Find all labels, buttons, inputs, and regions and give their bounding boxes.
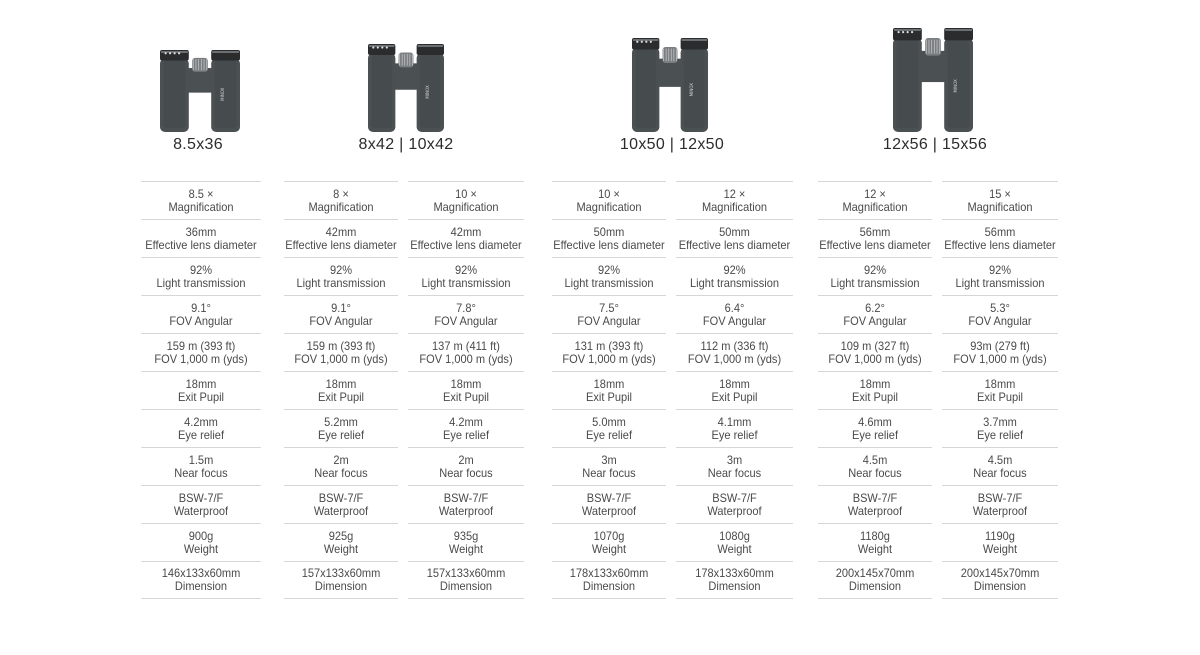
spec-value: 15 ×: [989, 186, 1011, 201]
spec-label: Magnification: [967, 199, 1033, 214]
spec-label: Near focus: [314, 465, 368, 480]
spec-cell: [552, 219, 666, 257]
spec-value: 12 ×: [864, 186, 886, 201]
binocular-10x50-image: [632, 38, 708, 132]
spec-column-8.5x36: [136, 181, 266, 599]
spec-label: Eye relief: [711, 427, 758, 442]
spec-column-12x56: [813, 181, 937, 599]
spec-label: Exit Pupil: [711, 389, 758, 404]
spec-value: 4.5m: [987, 452, 1013, 467]
spec-label: Exit Pupil: [851, 389, 899, 404]
spec-cell: [552, 523, 666, 561]
spec-cell: [284, 333, 398, 371]
spec-value: BSW-7/F: [977, 490, 1023, 505]
spec-label: FOV 1,000 m (yds): [562, 351, 656, 366]
spec-cell: [676, 371, 793, 409]
spec-value: 18mm: [325, 376, 357, 391]
spec-cell: [408, 561, 524, 599]
spec-column-10x50: [547, 181, 671, 599]
spec-label: Weight: [183, 541, 219, 556]
spec-cell: [141, 333, 261, 371]
spec-value: 925g: [328, 528, 354, 543]
spec-cell: [284, 523, 398, 561]
spec-label: Magnification: [168, 199, 234, 214]
spec-label: Exit Pupil: [177, 389, 225, 404]
spec-value: BSW-7/F: [712, 490, 757, 505]
spec-cell: [676, 523, 793, 561]
spec-cell: [676, 295, 793, 333]
spec-label: Light transmission: [421, 275, 511, 290]
spec-value: 18mm: [719, 376, 750, 391]
product-title-10x50-12x50: 10x50 | 12x50: [619, 136, 725, 153]
spec-label: Eye relief: [317, 427, 365, 442]
spec-value: 159 m (393 ft): [166, 338, 236, 353]
spec-cell: [552, 561, 666, 599]
spec-value: 4.2mm: [449, 414, 483, 429]
spec-cell: [942, 333, 1058, 371]
spec-label: Effective lens diameter: [410, 237, 522, 252]
spec-label: Weight: [982, 541, 1018, 556]
spec-value: 1180g: [860, 528, 890, 543]
spec-value: 92%: [329, 262, 353, 277]
spec-value: 159 m (393 ft): [306, 338, 376, 353]
spec-label: Exit Pupil: [585, 389, 633, 404]
product-title-12x56-15x56: 12x56 | 15x56: [882, 136, 988, 153]
spec-cell: [141, 371, 261, 409]
spec-value: BSW-7/F: [443, 490, 489, 505]
spec-cell: [408, 181, 524, 219]
spec-label: Near focus: [582, 465, 636, 480]
spec-label: FOV 1,000 m (yds): [419, 351, 513, 366]
spec-label: Weight: [591, 541, 627, 556]
spec-cell: [284, 371, 398, 409]
spec-label: FOV Angular: [434, 313, 498, 328]
spec-label: Light transmission: [296, 275, 386, 290]
spec-value: 18mm: [859, 376, 891, 391]
spec-label: Magnification: [701, 199, 768, 214]
spec-label: Waterproof: [972, 503, 1028, 518]
spec-label: Dimension: [708, 579, 761, 593]
spec-value: 935g: [453, 528, 479, 543]
spec-label: Weight: [717, 541, 752, 556]
spec-value: 56mm: [984, 224, 1016, 239]
spec-cell: [818, 181, 932, 219]
spec-label: FOV Angular: [309, 313, 373, 328]
spec-value: 42mm: [325, 224, 357, 239]
spec-label: Waterproof: [313, 503, 369, 518]
spec-label: FOV Angular: [577, 313, 641, 328]
spec-cell: [818, 523, 932, 561]
spec-cell: [141, 219, 261, 257]
spec-cell: [942, 523, 1058, 561]
spec-cell: [408, 523, 524, 561]
spec-value: 12 ×: [723, 186, 746, 201]
spec-cell: [552, 485, 666, 523]
spec-cell: [942, 485, 1058, 523]
spec-label: Waterproof: [438, 503, 494, 518]
spec-cell: [552, 181, 666, 219]
spec-cell: [942, 295, 1058, 333]
spec-value: 92%: [723, 262, 746, 277]
spec-column-15x56: [937, 181, 1063, 599]
spec-cell: [284, 295, 398, 333]
spec-value: 92%: [863, 262, 887, 277]
spec-value: 2m: [458, 452, 474, 467]
spec-cell: [552, 295, 666, 333]
spec-label: Weight: [857, 541, 893, 556]
spec-label: Eye relief: [442, 427, 490, 442]
spec-label: Near focus: [973, 465, 1027, 480]
spec-cell: [818, 295, 932, 333]
spec-column-10x42: [403, 181, 529, 599]
spec-value: 9.1°: [331, 300, 351, 315]
spec-cell: [408, 219, 524, 257]
spec-label: Waterproof: [173, 503, 229, 518]
spec-cell: [818, 219, 932, 257]
spec-value: 92%: [189, 262, 213, 277]
svg-text:MINOX: MINOX: [953, 79, 959, 93]
spec-value: BSW-7/F: [586, 490, 632, 505]
spec-value: 900g: [188, 528, 214, 543]
spec-value: 112 m (336 ft): [700, 338, 769, 353]
spec-label: FOV Angular: [968, 313, 1032, 328]
spec-cell: [942, 219, 1058, 257]
spec-cell: [552, 409, 666, 447]
spec-value: 50mm: [593, 224, 625, 239]
spec-value: 1190g: [985, 528, 1015, 543]
spec-cell: [818, 409, 932, 447]
spec-value: 178x133x60mm: [569, 566, 649, 580]
spec-label: Light transmission: [830, 275, 920, 290]
spec-cell: [141, 295, 261, 333]
binocular-12x56-image: [893, 28, 973, 132]
spec-value: BSW-7/F: [852, 490, 898, 505]
spec-value: 92%: [988, 262, 1012, 277]
spec-label: Eye relief: [585, 427, 633, 442]
spec-value: 4.5m: [862, 452, 888, 467]
spec-label: Dimension: [973, 579, 1027, 593]
spec-value: 92%: [454, 262, 478, 277]
spec-cell: [141, 561, 261, 599]
spec-value: 2m: [333, 452, 349, 467]
spec-label: Exit Pupil: [317, 389, 365, 404]
spec-label: FOV Angular: [843, 313, 907, 328]
spec-label: Effective lens diameter: [678, 237, 791, 252]
spec-cell: [141, 409, 261, 447]
spec-label: Exit Pupil: [976, 389, 1024, 404]
spec-value: 3m: [601, 452, 617, 467]
spec-label: FOV 1,000 m (yds): [828, 351, 922, 366]
spec-value: 157x133x60mm: [301, 566, 381, 580]
spec-cell: [942, 447, 1058, 485]
svg-text:MINOX: MINOX: [220, 87, 226, 101]
spec-label: Dimension: [582, 579, 636, 593]
spec-value: BSW-7/F: [178, 490, 224, 505]
spec-label: Effective lens diameter: [145, 237, 257, 252]
spec-cell: [284, 447, 398, 485]
spec-value: 36mm: [185, 224, 217, 239]
spec-value: 10 ×: [598, 186, 620, 201]
spec-value: 42mm: [450, 224, 482, 239]
spec-label: Eye relief: [851, 427, 899, 442]
spec-cell: [284, 257, 398, 295]
spec-label: Magnification: [576, 199, 642, 214]
spec-value: 4.6mm: [858, 414, 892, 429]
spec-label: Effective lens diameter: [285, 237, 397, 252]
spec-value: 131 m (393 ft): [574, 338, 644, 353]
spec-label: Eye relief: [177, 427, 225, 442]
spec-label: Dimension: [439, 579, 493, 593]
spec-label: Dimension: [314, 579, 368, 593]
spec-value: 200x145x70mm: [960, 566, 1040, 580]
spec-label: Waterproof: [707, 503, 762, 518]
spec-value: 1.5m: [188, 452, 214, 467]
spec-label: Waterproof: [581, 503, 637, 518]
spec-value: 8.5 ×: [188, 186, 214, 201]
spec-value: 50mm: [719, 224, 750, 239]
spec-cell: [408, 295, 524, 333]
spec-cell: [141, 485, 261, 523]
spec-value: 4.1mm: [717, 414, 752, 429]
spec-cell: [141, 257, 261, 295]
spec-cell: [284, 181, 398, 219]
spec-value: 6.4°: [724, 300, 745, 315]
spec-label: FOV Angular: [169, 313, 233, 328]
spec-label: FOV 1,000 m (yds): [154, 351, 248, 366]
binocular-8x42-image: [368, 44, 444, 132]
spec-value: 8 ×: [333, 186, 349, 201]
spec-value: 18mm: [984, 376, 1016, 391]
spec-cell: [408, 485, 524, 523]
spec-value: 1070g: [593, 528, 625, 543]
spec-cell: [141, 181, 261, 219]
spec-cell: [408, 409, 524, 447]
spec-label: Near focus: [174, 465, 228, 480]
spec-cell: [408, 447, 524, 485]
spec-value: 178x133x60mm: [695, 566, 774, 580]
spec-cell: [676, 333, 793, 371]
spec-value: 18mm: [185, 376, 217, 391]
spec-cell: [942, 409, 1058, 447]
spec-value: 92%: [597, 262, 621, 277]
spec-value: 146x133x60mm: [161, 566, 241, 580]
spec-label: Dimension: [848, 579, 902, 593]
spec-label: Light transmission: [564, 275, 654, 290]
spec-cell: [942, 181, 1058, 219]
spec-label: Effective lens diameter: [819, 237, 931, 252]
spec-label: FOV 1,000 m (yds): [294, 351, 388, 366]
spec-value: 157x133x60mm: [426, 566, 506, 580]
spec-cell: [676, 181, 793, 219]
spec-value: 200x145x70mm: [835, 566, 915, 580]
spec-cell: [818, 371, 932, 409]
spec-cell: [818, 485, 932, 523]
spec-cell: [818, 447, 932, 485]
spec-value: 6.2°: [865, 300, 885, 315]
spec-value: 56mm: [859, 224, 891, 239]
spec-cell: [676, 447, 793, 485]
spec-cell: [676, 257, 793, 295]
spec-label: FOV Angular: [702, 313, 767, 328]
spec-cell: [408, 257, 524, 295]
spec-cell: [818, 333, 932, 371]
spec-label: Eye relief: [976, 427, 1024, 442]
spec-value: 18mm: [593, 376, 625, 391]
spec-cell: [408, 371, 524, 409]
binocular-8x36-image: [160, 50, 240, 132]
spec-value: 9.1°: [191, 300, 211, 315]
spec-label: FOV 1,000 m (yds): [687, 351, 782, 366]
spec-column-8x42: [279, 181, 403, 599]
spec-label: Magnification: [308, 199, 374, 214]
spec-value: 5.0mm: [592, 414, 626, 429]
spec-cell: [818, 257, 932, 295]
spec-label: Weight: [323, 541, 359, 556]
spec-label: Effective lens diameter: [553, 237, 665, 252]
spec-cell: [141, 523, 261, 561]
spec-label: FOV 1,000 m (yds): [953, 351, 1047, 366]
spec-cell: [141, 447, 261, 485]
spec-cell: [676, 219, 793, 257]
spec-cell: [676, 561, 793, 599]
spec-value: BSW-7/F: [318, 490, 364, 505]
spec-label: Light transmission: [156, 275, 246, 290]
spec-label: Light transmission: [955, 275, 1045, 290]
spec-label: Exit Pupil: [442, 389, 490, 404]
spec-cell: [284, 561, 398, 599]
spec-value: 10 ×: [455, 186, 477, 201]
spec-label: Waterproof: [847, 503, 903, 518]
spec-label: Near focus: [848, 465, 902, 480]
spec-cell: [676, 409, 793, 447]
spec-label: Magnification: [842, 199, 908, 214]
spec-label: Light transmission: [690, 275, 779, 290]
spec-cell: [942, 561, 1058, 599]
spec-value: 3.7mm: [983, 414, 1017, 429]
spec-label: Weight: [448, 541, 484, 556]
spec-value: 137 m (411 ft): [432, 338, 500, 353]
spec-value: 1080g: [719, 528, 750, 543]
spec-value: 18mm: [450, 376, 482, 391]
spec-label: Near focus: [707, 465, 762, 480]
spec-value: 109 m (327 ft): [840, 338, 910, 353]
spec-cell: [942, 371, 1058, 409]
spec-cell: [284, 409, 398, 447]
spec-cell: [552, 371, 666, 409]
svg-text:MINOX: MINOX: [424, 85, 430, 99]
product-title-8x42-10x42: 8x42 | 10x42: [358, 136, 454, 153]
spec-cell: [284, 485, 398, 523]
spec-cell: [552, 447, 666, 485]
spec-cell: [942, 257, 1058, 295]
product-title-8.5x36: 8.5x36: [173, 136, 223, 153]
spec-value: 93m (279 ft): [970, 338, 1030, 353]
spec-cell: [676, 485, 793, 523]
spec-column-12x50: [671, 181, 798, 599]
spec-value: 4.2mm: [184, 414, 218, 429]
spec-value: 7.5°: [599, 300, 619, 315]
spec-label: Magnification: [433, 199, 499, 214]
spec-value: 5.2mm: [324, 414, 358, 429]
spec-cell: [408, 333, 524, 371]
spec-cell: [552, 333, 666, 371]
spec-cell: [818, 561, 932, 599]
spec-label: Effective lens diameter: [944, 237, 1056, 252]
spec-label: Near focus: [439, 465, 493, 480]
spec-value: 3m: [726, 452, 743, 467]
spec-cell: [284, 219, 398, 257]
spec-label: Dimension: [174, 579, 228, 593]
spec-cell: [552, 257, 666, 295]
svg-text:MINOX: MINOX: [688, 83, 694, 97]
spec-value: 7.8°: [456, 300, 476, 315]
spec-value: 5.3°: [990, 300, 1010, 315]
